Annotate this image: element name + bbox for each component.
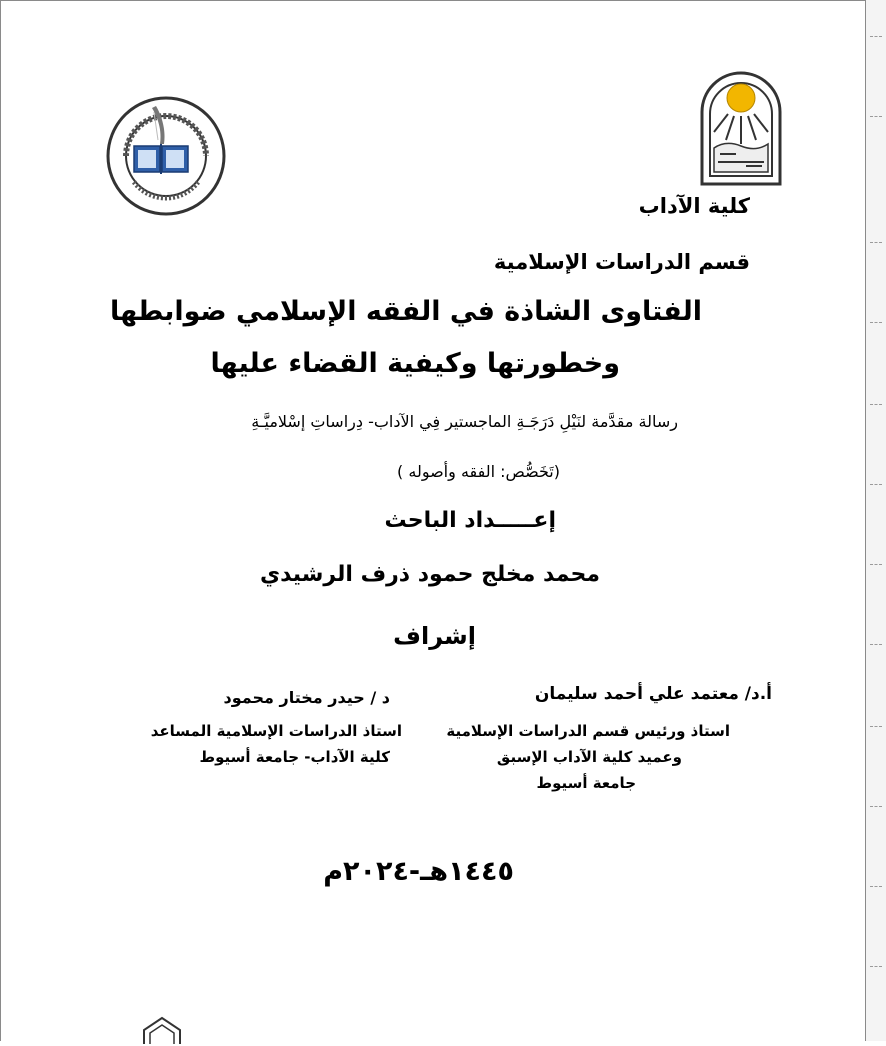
margin-marker <box>870 404 882 406</box>
partial-ornament-icon <box>140 1016 184 1046</box>
margin-marker <box>870 966 882 968</box>
supervisor-1-title-2: وعميد كلية الآداب الإسبق <box>496 748 682 766</box>
margin-marker <box>870 726 882 728</box>
margin-marker <box>870 242 882 244</box>
margin-marker <box>870 36 882 38</box>
supervisor-1-university: جامعة أسيوط <box>536 774 636 792</box>
margin-marker <box>870 644 882 646</box>
supervisor-2-name: د / حيدر مختار محمود <box>223 688 390 707</box>
margin-marker <box>870 886 882 888</box>
supervisor-1-name: أ.د/ معتمد علي أحمد سليمان <box>534 684 772 704</box>
specialty-line: (تَخَصُّص: الفقه وأصوله ) <box>397 462 560 481</box>
margin-marker <box>870 564 882 566</box>
researcher-name: محمد مخلج حمود ذرف الرشيدي <box>259 562 600 587</box>
supervisor-2-affiliation: كلية الآداب- جامعة أسيوط <box>199 748 390 766</box>
margin-marker <box>870 116 882 118</box>
department-label: قسم الدراسات الإسلامية <box>493 250 750 274</box>
page-margin-strip <box>866 0 886 1041</box>
thesis-title-line-2: وخطورتها وكيفية القضاء عليها <box>210 348 620 379</box>
margin-marker <box>870 484 882 486</box>
faculty-label: كلية الآداب <box>638 194 750 218</box>
degree-line: رسالة مقدَّمة لنَيْلِ دَرَجَـةِ الماجستير فِي الآداب- دِراساتِ إسْلاميَّـةِ <box>251 412 678 431</box>
margin-marker <box>870 322 882 324</box>
supervisor-2-title: استاذ الدراسات الإسلامية المساعد <box>150 722 402 740</box>
prepared-by-label: إعـــــداد الباحث <box>384 508 556 533</box>
date-line: ١٤٤٥هـ-٢٠٢٤م <box>323 856 514 887</box>
margin-marker <box>870 806 882 808</box>
supervisor-1-title: استاذ ورئيس قسم الدراسات الإسلامية <box>446 722 730 740</box>
supervision-label: إشراف <box>393 622 476 650</box>
assiut-university-logo <box>696 66 786 188</box>
faculty-of-arts-logo <box>104 94 228 218</box>
thesis-title-line-1: الفتاوى الشاذة في الفقه الإسلامي ضوابطها <box>109 296 702 327</box>
